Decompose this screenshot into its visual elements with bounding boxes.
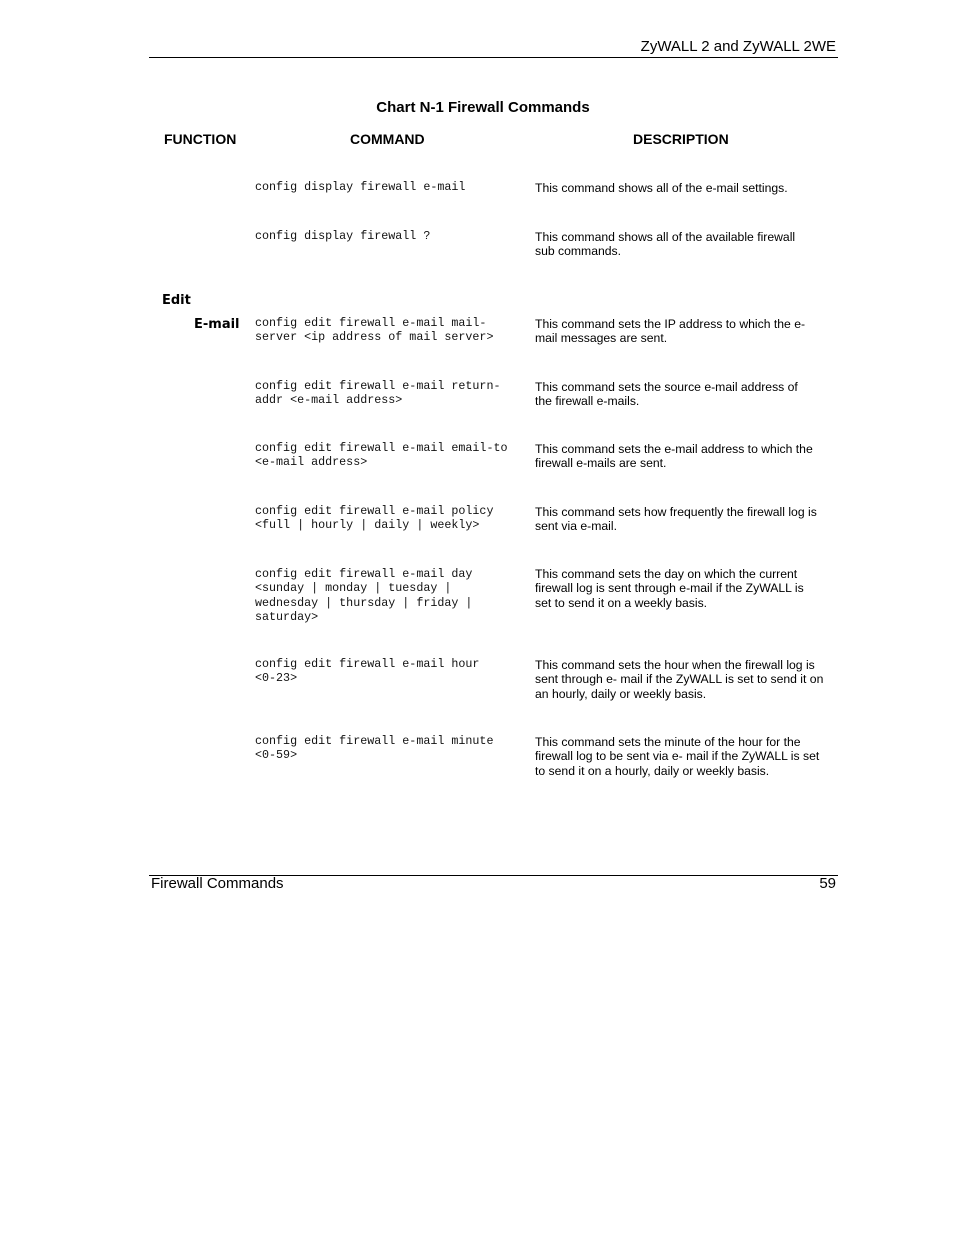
command-cell: config display firewall e-mail: [255, 180, 466, 194]
description-cell: This command sets the minute of the hour for the firewall log to be sent via e- mail if the ZyWALL is set to send it on a hourly, daily or weekly basis.: [535, 735, 820, 778]
column-header-description: DESCRIPTION: [633, 131, 729, 147]
description-cell: This command sets the hour when the firewall log is sent through e- mail if the ZyWALL is set to send it on an hourly, daily or weekly basis.: [535, 658, 824, 701]
description-cell: This command sets how frequently the firewall log is sent via e-mail.: [535, 505, 817, 534]
running-header: ZyWALL 2 and ZyWALL 2WE: [640, 38, 836, 55]
header-rule: [149, 57, 838, 58]
function-label-email: E-mail: [194, 317, 240, 332]
page-number: 59: [819, 875, 836, 892]
command-cell: config display firewall ?: [255, 229, 431, 243]
command-cell: config edit firewall e-mail return-addr <e-mail address>: [255, 379, 501, 408]
description-cell: This command shows all of the e-mail settings.: [535, 181, 788, 195]
command-cell: config edit firewall e-mail hour <0-23>: [255, 657, 487, 686]
function-label-edit: Edit: [162, 293, 191, 308]
footer-section-title: Firewall Commands: [151, 875, 284, 892]
description-cell: This command shows all of the available firewall sub commands.: [535, 230, 796, 259]
chart-title: Chart N-1 Firewall Commands: [376, 99, 590, 116]
column-header-command: COMMAND: [350, 131, 425, 147]
description-cell: This command sets the e-mail address to which the firewall e-mails are sent.: [535, 442, 813, 471]
description-cell: This command sets the day on which the current firewall log is sent through e-mail if the ZyWALL is set to send it on a weekly basis.: [535, 567, 804, 610]
command-cell: config edit firewall e-mail minute <0-59>: [255, 734, 501, 763]
description-cell: This command sets the source e-mail address of the firewall e-mails.: [535, 380, 798, 409]
command-cell: config edit firewall e-mail policy <full | hourly | daily | weekly>: [255, 504, 501, 533]
command-cell: config edit firewall e-mail day <sunday | monday | tuesday | wednesday | thursday | friday | saturday>: [255, 567, 480, 624]
description-cell: This command sets the IP address to which the e-mail messages are sent.: [535, 317, 806, 346]
command-cell: config edit firewall e-mail email-to <e-mail address>: [255, 441, 515, 470]
column-header-function: FUNCTION: [164, 131, 237, 147]
command-cell: config edit firewall e-mail mail-server <ip address of mail server>: [255, 316, 494, 345]
